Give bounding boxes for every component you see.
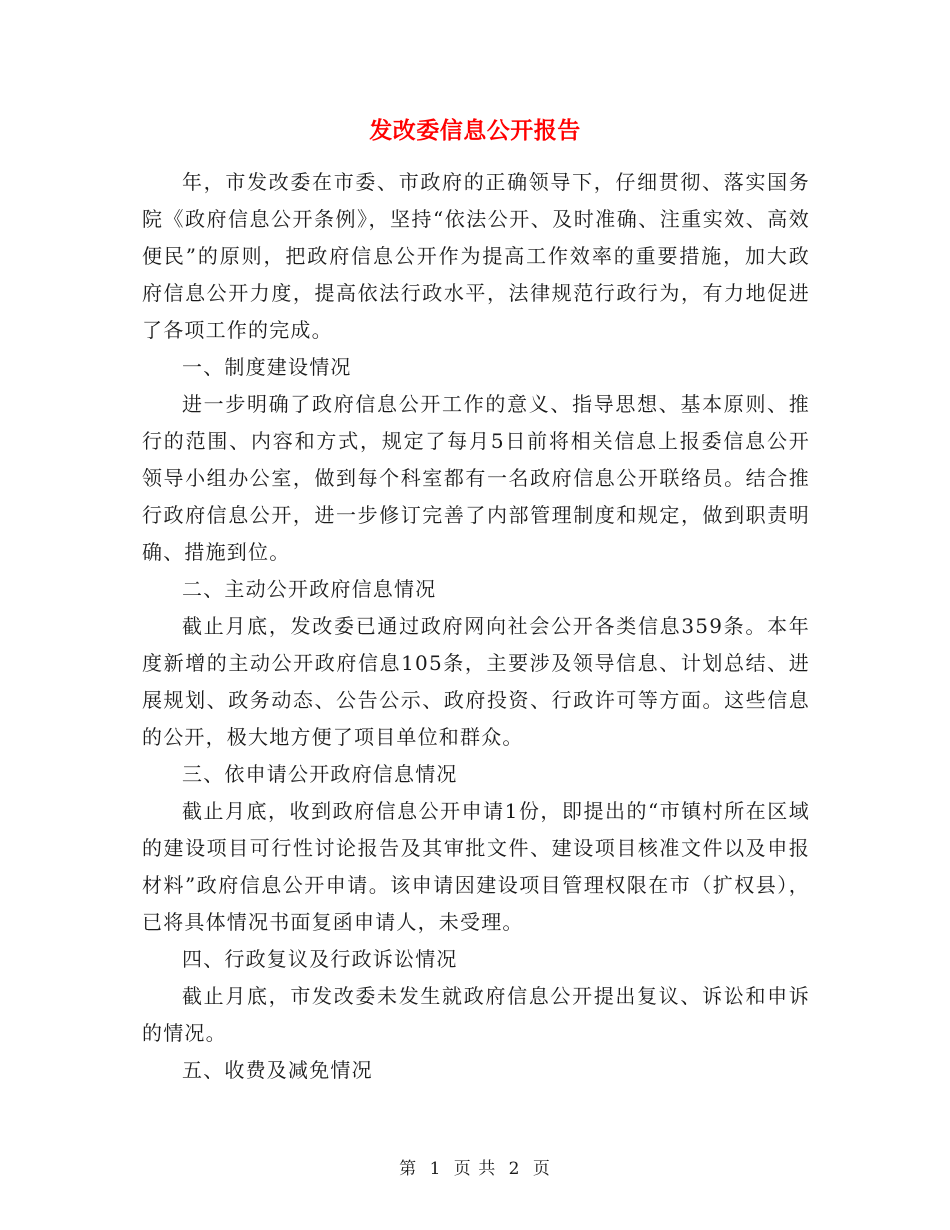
intro-paragraph: 年，市发改委在市委、市政府的正确领导下，仔细贯彻、落实国务院《政府信息公开条例》，坚持“依法公开、及时准确、注重实效、高效便民”的原则，把政府信息公开作为提高工作效率的重要措施，加大政府信息公开力度，提高依法行政水平，法律规范行政行为，有力地促进了各项工作的完成。 <box>142 170 810 342</box>
footer-current-page: 1 <box>429 1159 442 1179</box>
footer-prefix: 第 <box>399 1159 418 1179</box>
footer-total-pages: 2 <box>508 1159 521 1179</box>
section-paragraph-proactive-disclosure: 截止月底，发改委已通过政府网向社会公开各类信息359条。本年度新增的主动公开政府信息105条，主要涉及领导信息、计划总结、进展规划、政务动态、公告公示、政府投资、行政许可等方面。这些信息的公开，极大地方便了项目单位和群众。 <box>142 614 810 749</box>
section-paragraph-review-litigation: 截止月底，市发改委未发生就政府信息公开提出复议、诉讼和申诉的情况。 <box>142 984 810 1045</box>
section-paragraph-system-building: 进一步明确了政府信息公开工作的意义、指导思想、基本原则、推行的范围、内容和方式，规定了每月5日前将相关信息上报委信息公开领导小组办公室，做到每个科室都有一名政府信息公开联络员。结合推行政府信息公开，进一步修订完善了内部管理制度和规定，做到职责明确、措施到位。 <box>142 392 810 564</box>
section-paragraph-disclosure-on-request: 截止月底，收到政府信息公开申请1份，即提出的“市镇村所在区域的建设项目可行性讨论报告及其审批文件、建设项目核准文件以及申报材料”政府信息公开申请。该申请因建设项目管理权限在市（扩权县），已将具体情况书面复函申请人，未受理。 <box>142 799 810 934</box>
section-heading-review-litigation: 四、行政复议及行政诉讼情况 <box>182 947 458 971</box>
section-heading-system-building: 一、制度建设情况 <box>182 355 352 379</box>
document-title: 发改委信息公开报告 <box>369 117 581 144</box>
section-heading-disclosure-on-request: 三、依申请公开政府信息情况 <box>182 762 458 786</box>
document-body <box>142 164 810 1089</box>
section-heading-proactive-disclosure: 二、主动公开政府信息情况 <box>182 577 437 601</box>
footer-middle: 页 共 <box>453 1159 497 1179</box>
page-footer <box>0 1154 950 1179</box>
section-heading-fees: 五、收费及减免情况 <box>182 1058 373 1082</box>
footer-suffix: 页 <box>532 1159 551 1179</box>
